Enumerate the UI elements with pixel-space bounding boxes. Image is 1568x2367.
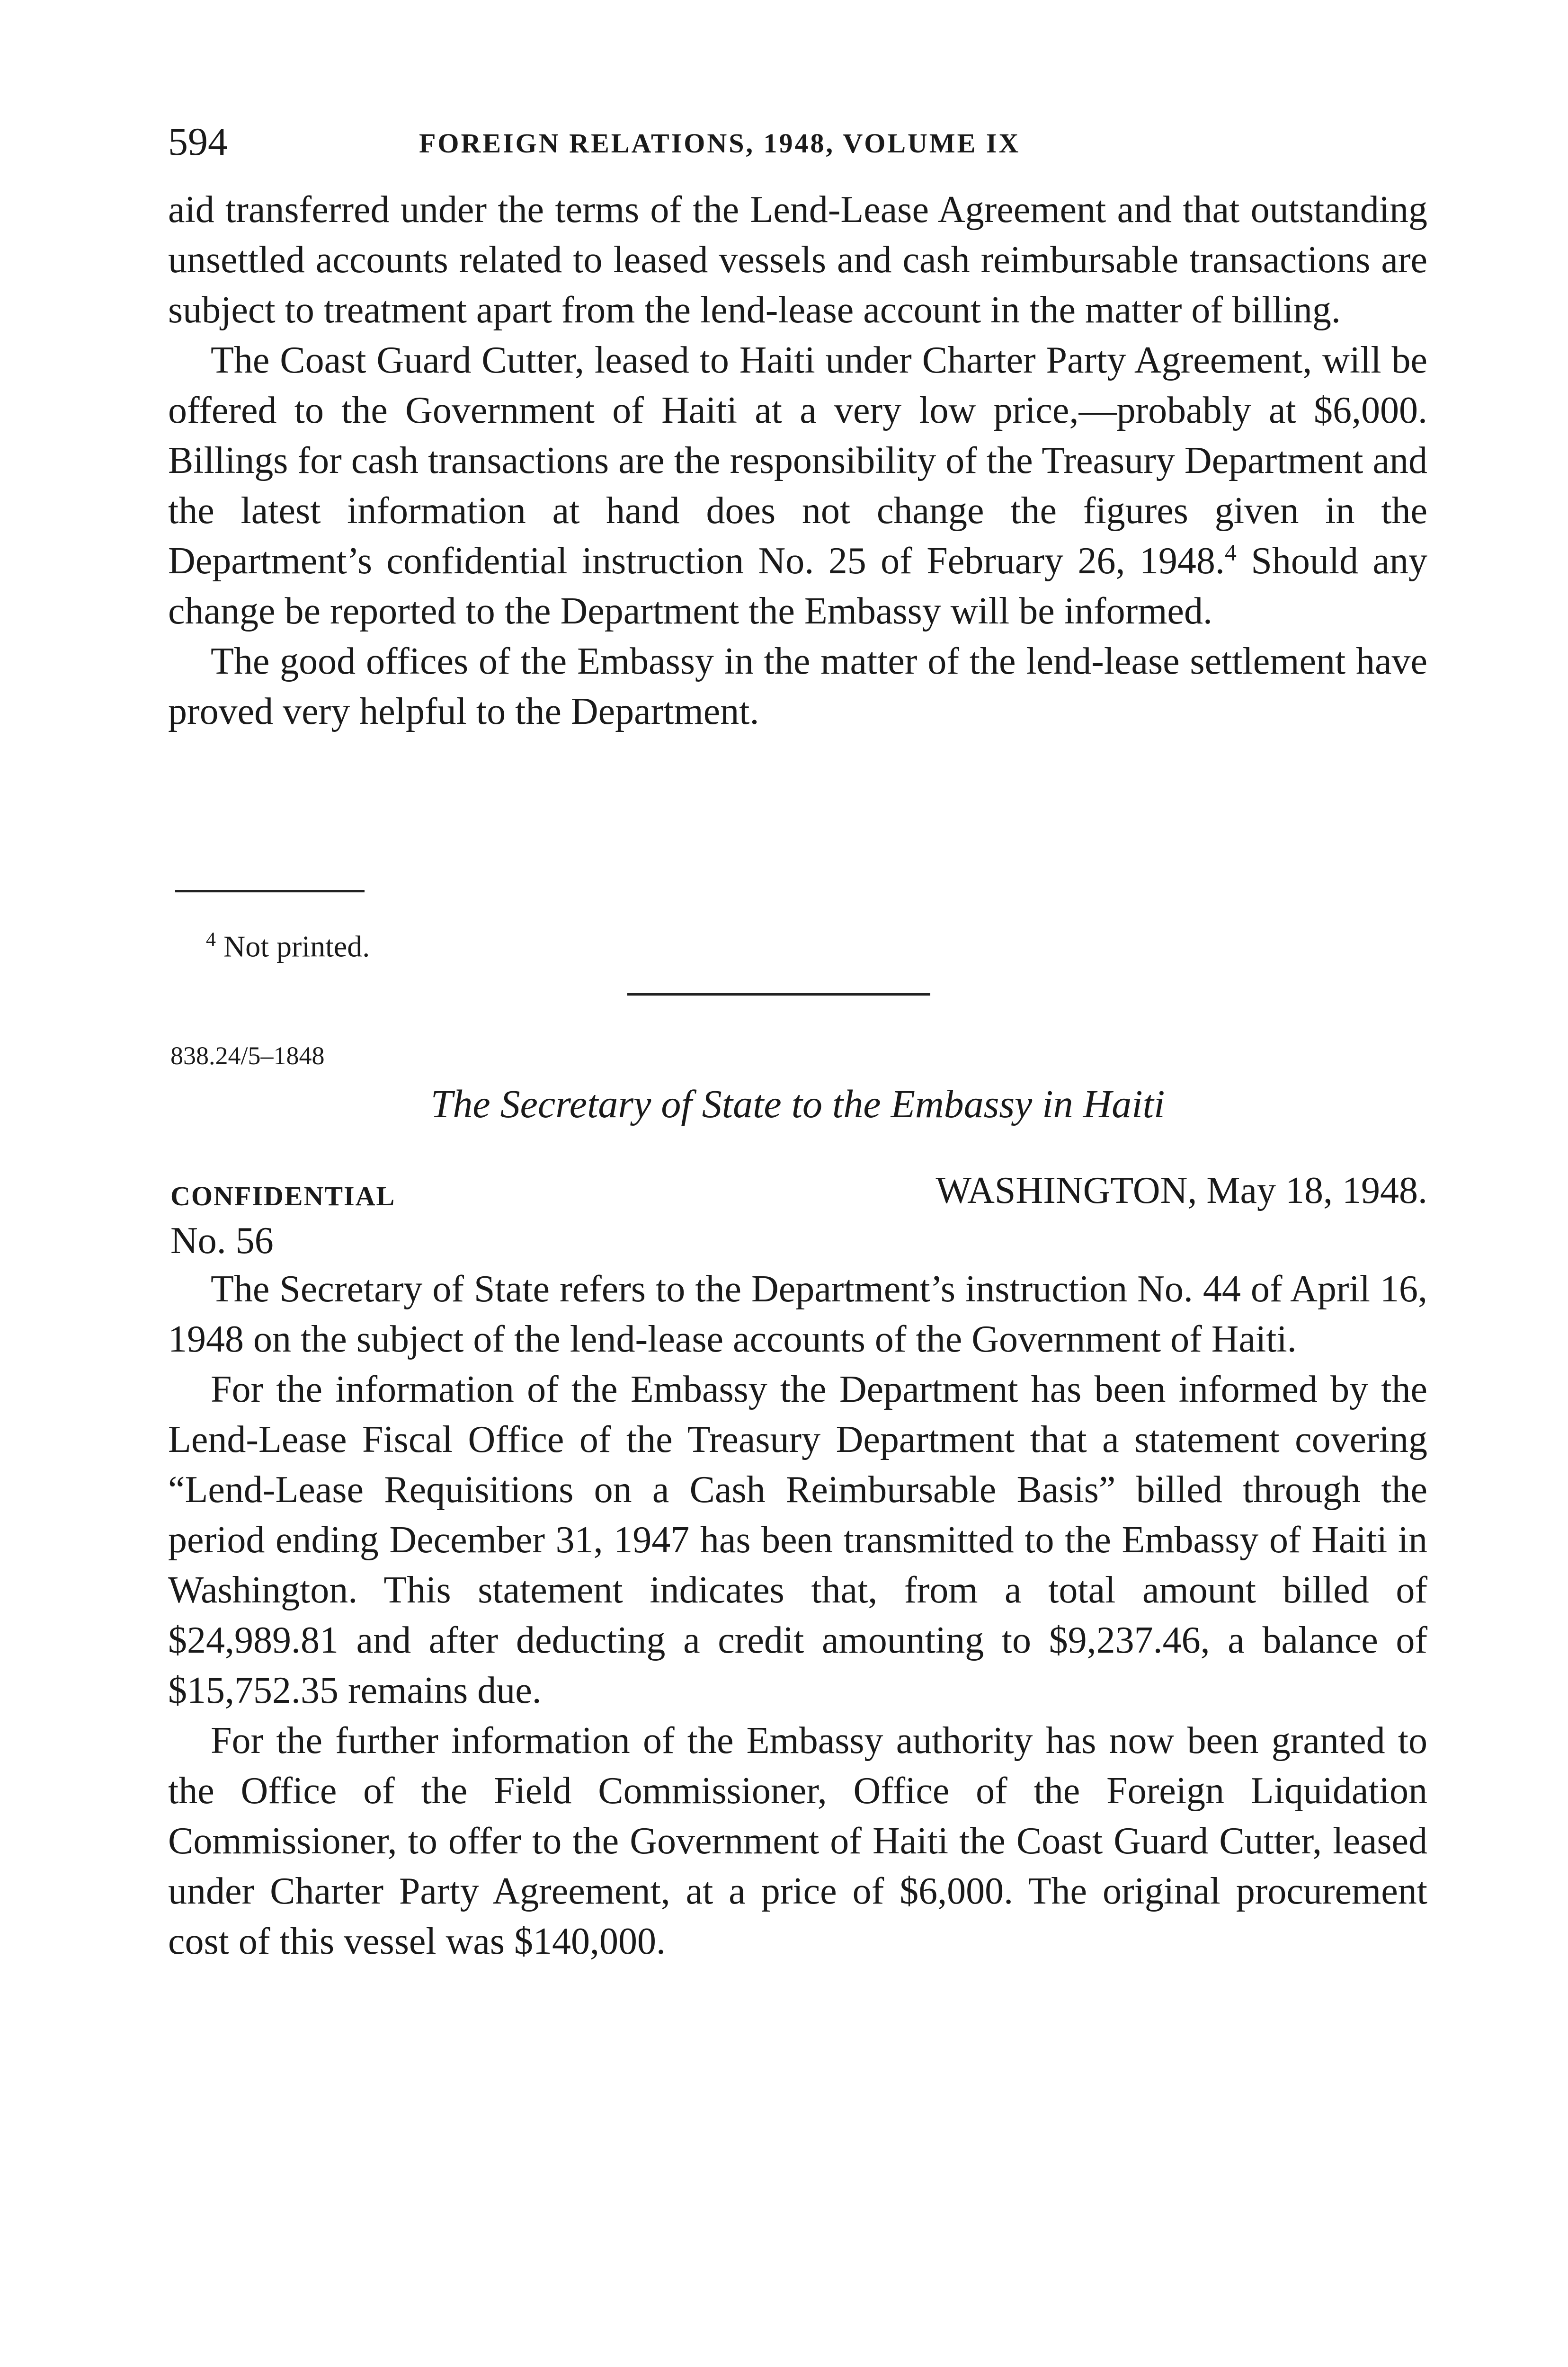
paragraph-continued: aid transferred under the terms of the Lend-Lease Agreement and that outstanding unsettled accounts related to leased vessels and cash reimbursable transactions are subject to treatment apart from the lend-lease account in the matter of billing.: [168, 189, 1427, 331]
paragraph-text: Should any change be reported to the Department the Embassy will be informed.: [168, 540, 1427, 632]
document-body: [168, 1264, 1427, 1967]
paragraph-coast-guard-cutter: [168, 335, 1427, 636]
footnote-divider: [175, 890, 365, 892]
classification-label: CONFIDENTIAL: [170, 1181, 396, 1211]
page-number: 594: [168, 120, 228, 164]
page-header: [168, 116, 1427, 168]
paragraph-good-offices: The good offices of the Embassy in the matter of the lend-lease settlement have proved very helpful to the Department.: [168, 641, 1427, 732]
footnote-reference: 4: [1224, 539, 1237, 566]
continued-text: [168, 185, 1427, 737]
body-paragraph: The Secretary of State refers to the Department’s instruction No. 44 of April 16, 1948 on the subject of the lend-lease accounts of the Government of Haiti.: [168, 1268, 1427, 1360]
footnote: [206, 918, 370, 968]
section-divider: [627, 993, 930, 996]
body-paragraph: For the information of the Embassy the Department has been informed by the Lend-Lease Fiscal Office of the Treasury Department that a statement covering “Lend-Lease Requisitions on a Cash Reimbursable Basis” billed through the period ending December 31, 1947 has been transmitted to the Embassy of Haiti in Washington. This statement indicates that, from a total amount billed of $24,989.81 and after deducting a credit amounting to $9,237.46, a balance of $15,752.35 remains due.: [168, 1369, 1427, 1711]
document-number: No. 56: [170, 1220, 274, 1262]
running-head: FOREIGN RELATIONS, 1948, VOLUME IX: [419, 128, 1021, 159]
footnote-text: Not printed.: [223, 929, 370, 963]
paragraph-text: The Coast Guard Cutter, leased to Haiti under Charter Party Agreement, will be offered to the Government of Haiti at a very low price,—probably at $6,000. Billings for cash transactions are the responsibility of the Treasury Department and the latest information at hand does not change the figures given in the Department’s confidential instruction No. 25 of February 26, 1948.: [168, 339, 1427, 582]
file-number: 838.24/5–1848: [170, 1041, 325, 1070]
place-date: WASHINGTON, May 18, 1948.: [935, 1170, 1427, 1211]
document-title: The Secretary of State to the Embassy in Haiti: [430, 1082, 1165, 1126]
footnote-marker: 4: [206, 929, 216, 951]
body-paragraph: For the further information of the Embassy authority has now been granted to the Office of the Field Commissioner, Office of the Foreign Liquidation Commissioner, to offer to the Government of Haiti the Coast Guard Cutter, leased under Charter Party Agreement, at a price of $6,000. The original procurement cost of this vessel was $140,000.: [168, 1720, 1427, 1962]
